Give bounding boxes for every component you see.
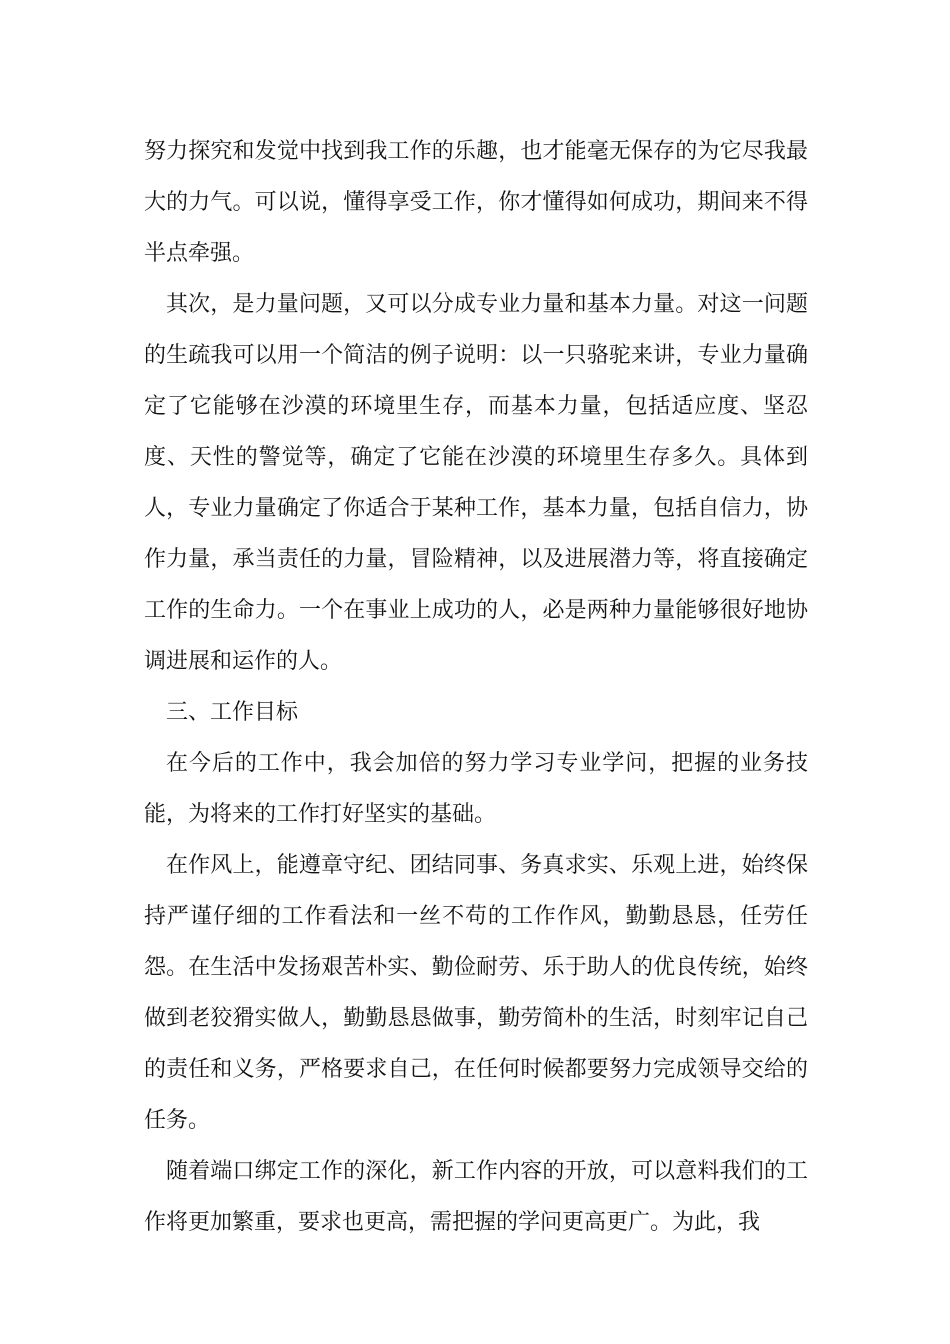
paragraph-3: 在今后的工作中，我会加倍的努力学习专业学问，把握的业务技能，为将来的工作打好坚实的基础。: [144, 751, 808, 827]
paragraph-2: 其次，是力量问题，又可以分成专业力量和基本力量。对这一问题的生疏我可以用一个简洁的例子说明：以一只骆驼来讲，专业力量确定了它能够在沙漠的环境里生存，而基本力量，包括适应度、坚忍度、天性的警觉等，确定了它能在沙漠的环境里生存多久。具体到人，专业力量确定了你适合于某种工作，基本力量，包括自信力，协作力量，承当责任的力量，冒险精神，以及进展潜力等，将直接确定工作的生命力。一个在事业上成功的人，必是两种力量能够很好地协调进展和运作的人。: [144, 292, 808, 674]
document-body: [144, 126, 808, 1248]
paragraph-4: 在作风上，能遵章守纪、团结同事、务真求实、乐观上进，始终保持严谨仔细的工作看法和一丝不苟的工作作风，勤勤恳恳，任劳任怨。在生活中发扬艰苦朴实、勤俭耐劳、乐于助人的优良传统，始终做到老狡猾实做人，勤勤恳恳做事，勤劳简朴的生活，时刻牢记自己的责任和义务，严格要求自己，在任何时候都要努力完成领导交给的任务。: [144, 853, 808, 1133]
section-heading: 三、工作目标: [166, 700, 299, 725]
paragraph-1: 努力探究和发觉中找到我工作的乐趣，也才能毫无保存的为它尽我最大的力气。可以说，懂得享受工作，你才懂得如何成功，期间来不得半点牵强。: [144, 139, 808, 266]
paragraph-5: 随着端口绑定工作的深化，新工作内容的开放，可以意料我们的工作将更加繁重，要求也更高，需把握的学问更高更广。为此，我: [144, 1159, 808, 1235]
